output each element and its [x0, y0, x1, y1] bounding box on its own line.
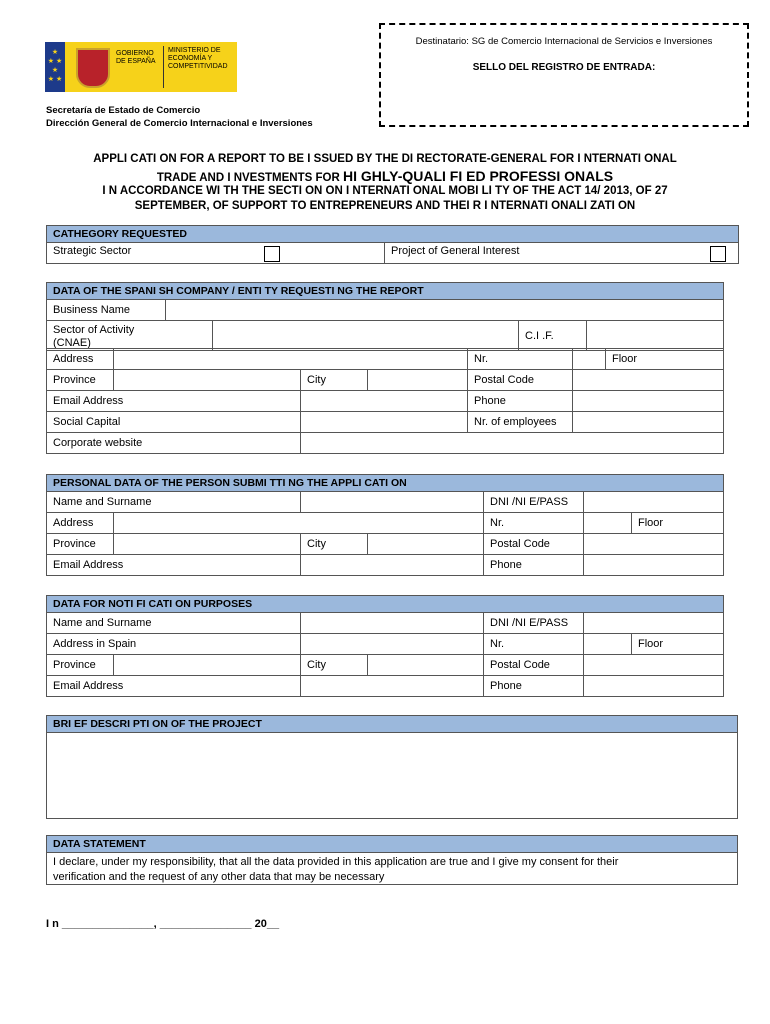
city-label: City	[301, 370, 368, 391]
personal-header: PERSONAL DATA OF THE PERSON SUBMI TTI NG THE APPLI CATI ON	[47, 475, 724, 492]
logo-ministry-text: MINISTERIO DE ECONOMÍA Y COMPETITIVIDAD	[168, 47, 228, 70]
phone-label: Phone	[468, 391, 573, 412]
email-field[interactable]	[301, 391, 468, 412]
eu-stars-icon: ★ ★ ★ ★ ★ ★	[47, 49, 63, 83]
personal-email-field[interactable]	[301, 555, 484, 576]
address-label: Address	[47, 349, 114, 370]
category-header: CATHEGORY REQUESTED	[47, 226, 739, 243]
province-field[interactable]	[114, 370, 301, 391]
project-header: BRI EF DESCRI PTI ON OF THE PROJECT	[47, 716, 737, 733]
statement-line-2: verification and the request of any other data that may be necessary	[53, 871, 385, 883]
personal-city-label: City	[301, 534, 368, 555]
notif-dni-label: DNI /NI E/PASS	[484, 613, 584, 634]
notif-postal-field[interactable]	[584, 655, 724, 676]
personal-name-field[interactable]	[301, 492, 484, 513]
secretariat-name: Secretaría de Estado de Comercio	[46, 105, 201, 116]
floor-label: Floor	[606, 349, 724, 370]
logo-government-text: GOBIERNO DE ESPAÑA	[116, 50, 156, 65]
notif-name-field[interactable]	[301, 613, 484, 634]
notif-phone-label: Phone	[484, 676, 584, 697]
employees-label: Nr. of employees	[468, 412, 573, 433]
personal-city-field[interactable]	[368, 534, 484, 555]
personal-postal-label: Postal Code	[484, 534, 584, 555]
personal-dni-field[interactable]	[584, 492, 724, 513]
title-highlight: HI GHLY-QUALI FI ED PROFESSI ONALS	[342, 168, 614, 184]
personal-nr-field[interactable]	[584, 513, 632, 534]
statement-header: DATA STATEMENT	[47, 836, 737, 853]
place-date-line[interactable]: I n _______________, _______________ 20__	[46, 918, 280, 930]
notif-floor-label: Floor	[632, 634, 724, 655]
website-label: Corporate website	[47, 433, 301, 454]
notif-province-field[interactable]	[114, 655, 301, 676]
nr-label: Nr.	[468, 349, 573, 370]
notif-address-label: Address in Spain	[47, 634, 301, 655]
strategic-sector-option	[47, 243, 385, 264]
personal-address-field[interactable]	[114, 513, 484, 534]
personal-phone-field[interactable]	[584, 555, 724, 576]
phone-field[interactable]	[573, 391, 724, 412]
notif-city-label: City	[301, 655, 368, 676]
company-table	[46, 282, 724, 351]
province-label: Province	[47, 370, 114, 391]
personal-table	[46, 474, 724, 576]
general-interest-label: Project of General Interest	[391, 244, 520, 257]
sector-label	[47, 321, 213, 351]
company-header: DATA OF THE SPANI SH COMPANY / ENTI TY REQUESTI NG THE REPORT	[47, 283, 724, 300]
company-details	[46, 348, 723, 449]
business-name-field[interactable]	[166, 300, 724, 321]
stamp-label: SELLO DEL REGISTRO DE ENTRADA:	[472, 62, 656, 73]
title-line-3: I N ACCORDANCE WI TH THE SECTI ON ON I NTERNATI ONAL MOBI LI TY OF THE ACT 14/ 2013, OF 27	[102, 185, 668, 197]
capital-label: Social Capital	[47, 412, 301, 433]
general-interest-checkbox[interactable]	[710, 246, 726, 262]
nr-field[interactable]	[573, 349, 606, 370]
statement-line-1: I declare, under my responsibility, that all the data provided in this application are true and I give my consent for their	[53, 856, 619, 868]
email-label: Email Address	[47, 391, 301, 412]
notif-province-label: Province	[47, 655, 114, 676]
personal-email-label: Email Address	[47, 555, 301, 576]
statement-text	[47, 853, 737, 887]
personal-postal-field[interactable]	[584, 534, 724, 555]
website-field[interactable]	[301, 433, 724, 454]
personal-name-label: Name and Surname	[47, 492, 301, 513]
project-description-box[interactable]	[46, 715, 738, 819]
sector-label-line-2: (CNAE)	[53, 337, 91, 349]
notif-nr-label: Nr.	[484, 634, 584, 655]
personal-phone-label: Phone	[484, 555, 584, 576]
notification-table	[46, 595, 724, 697]
city-field[interactable]	[368, 370, 468, 391]
notif-phone-field[interactable]	[584, 676, 724, 697]
logo-divider	[163, 46, 164, 88]
postal-label: Postal Code	[468, 370, 573, 391]
cif-field[interactable]	[587, 321, 724, 351]
address-field[interactable]	[114, 349, 468, 370]
personal-dni-label: DNI /NI E/PASS	[484, 492, 584, 513]
cif-label: C.I .F.	[519, 321, 587, 351]
title-line-1: APPLI CATI ON FOR A REPORT TO BE I SSUED BY THE DI RECTORATE-GENERAL FOR I NTERNATI ONAL	[93, 153, 677, 165]
notif-postal-label: Postal Code	[484, 655, 584, 676]
notif-email-field[interactable]	[301, 676, 484, 697]
personal-province-label: Province	[47, 534, 114, 555]
title-line-2a: TRADE AND I NVESTMENTS FOR	[156, 172, 343, 184]
personal-province-field[interactable]	[114, 534, 301, 555]
directorate-name: Dirección General de Comercio Internacional e Inversiones	[46, 118, 313, 129]
capital-field[interactable]	[301, 412, 468, 433]
strategic-sector-checkbox[interactable]	[264, 246, 280, 262]
issuing-body	[46, 104, 313, 130]
company-details-table	[46, 348, 724, 454]
statement-box	[46, 835, 738, 885]
postal-field[interactable]	[573, 370, 724, 391]
sector-field[interactable]	[213, 321, 519, 351]
addressee-text: Destinatario: SG de Comercio Internacional de Servicios e Inversiones	[415, 36, 713, 47]
title-line-2	[40, 168, 730, 184]
notif-dni-field[interactable]	[584, 613, 724, 634]
notif-name-label: Name and Surname	[47, 613, 301, 634]
notif-city-field[interactable]	[368, 655, 484, 676]
employees-field[interactable]	[573, 412, 724, 433]
personal-address-label: Address	[47, 513, 114, 534]
business-name-label: Business Name	[47, 300, 166, 321]
title-line-4: SEPTEMBER, OF SUPPORT TO ENTREPRENEURS AND THEI R I NTERNATI ONALI ZATI ON	[134, 200, 636, 212]
notif-email-label: Email Address	[47, 676, 301, 697]
sector-label-line-1: Sector of Activity	[53, 324, 135, 336]
strategic-sector-label: Strategic Sector	[53, 244, 132, 257]
personal-nr-label: Nr.	[484, 513, 584, 534]
notif-nr-field[interactable]	[584, 634, 632, 655]
category-table	[46, 225, 739, 264]
notification-header: DATA FOR NOTI FI CATI ON PURPOSES	[47, 596, 724, 613]
personal-floor-label: Floor	[632, 513, 724, 534]
general-interest-option	[385, 243, 739, 264]
coat-of-arms-icon	[76, 48, 110, 88]
notif-address-field[interactable]	[301, 634, 484, 655]
